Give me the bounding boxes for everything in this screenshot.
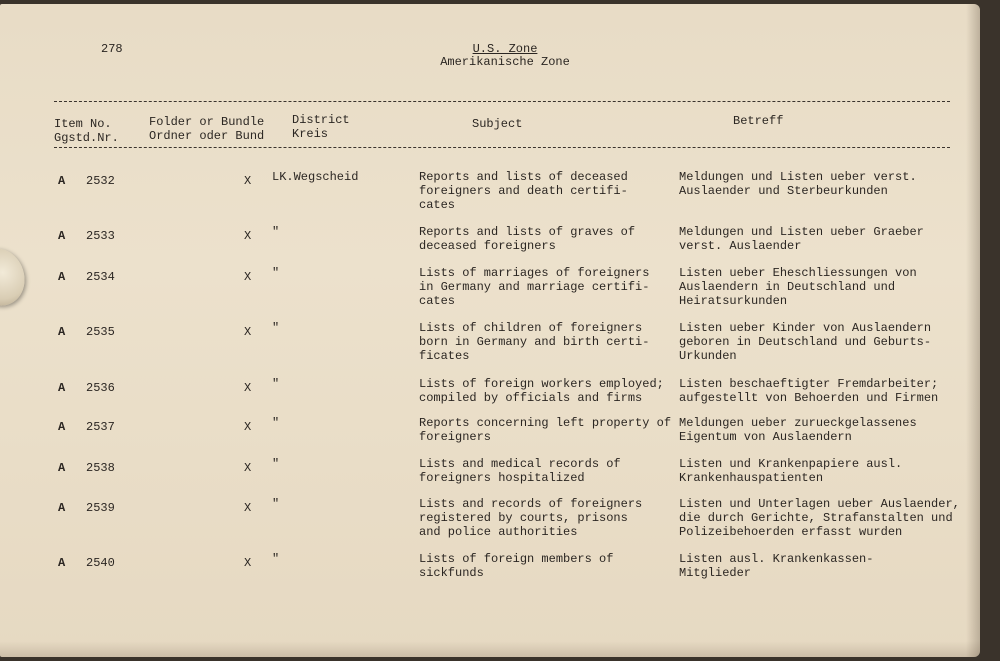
item-letter: A	[58, 229, 66, 243]
subject-text: Lists of foreign workers employed; compiled by officials and firms	[419, 377, 664, 405]
district: "	[272, 552, 280, 566]
betreff-text: Meldungen und Listen ueber Graeber verst. Auslaender	[679, 225, 924, 253]
item-letter: A	[58, 556, 66, 570]
item-number: 2536	[86, 381, 115, 395]
folder-mark: X	[244, 461, 252, 475]
folder-mark: X	[244, 556, 252, 570]
header-folder: Folder or Bundle Ordner oder Bund	[149, 115, 265, 143]
subject-text: Lists of foreign members of sickfunds	[419, 552, 614, 580]
item-number: 2532	[86, 174, 115, 188]
betreff-text: Listen und Unterlagen ueber Auslaender, die durch Gerichte, Strafanstalten und Polizeibehoerden erfasst wurden	[679, 497, 960, 539]
item-number: 2540	[86, 556, 115, 570]
betreff-text: Listen ausl. Krankenkassen- Mitglieder	[679, 552, 874, 580]
folder-mark: X	[244, 270, 252, 284]
folder-mark: X	[244, 229, 252, 243]
subject-text: Lists of marriages of foreigners in Germany and marriage certifi- cates	[419, 266, 650, 308]
table-row	[0, 170, 980, 222]
item-number: 2534	[86, 270, 115, 284]
folder-mark: X	[244, 325, 252, 339]
page-title: U.S. Zone	[472, 42, 538, 56]
subject-text: Lists and medical records of foreigners hospitalized	[419, 457, 621, 485]
table-row	[0, 266, 980, 318]
item-letter: A	[58, 270, 66, 284]
betreff-text: Listen beschaeftigter Fremdarbeiter; aufgestellt von Behoerden und Firmen	[679, 377, 939, 405]
district: "	[272, 266, 280, 280]
subject-text: Lists and records of foreigners registered by courts, prisons and police authorities	[419, 497, 643, 539]
item-number: 2535	[86, 325, 115, 339]
item-number: 2539	[86, 501, 115, 515]
page-edge	[966, 4, 980, 657]
header-item-no: Item No. Ggstd.Nr.	[54, 117, 119, 145]
table-row	[0, 552, 980, 604]
item-letter: A	[58, 461, 66, 475]
item-letter: A	[58, 501, 66, 515]
betreff-text: Meldungen und Listen ueber verst. Auslaender und Sterbeurkunden	[679, 170, 917, 198]
district: "	[272, 457, 280, 471]
item-letter: A	[58, 325, 66, 339]
page-number: 278	[101, 42, 123, 56]
page-shadow	[0, 641, 980, 657]
district: "	[272, 416, 280, 430]
subject-text: Reports concerning left property of foreigners	[419, 416, 672, 444]
item-letter: A	[58, 381, 66, 395]
betreff-text: Listen ueber Kinder von Auslaendern geboren in Deutschland und Geburts- Urkunden	[679, 321, 932, 363]
district: "	[272, 497, 280, 511]
page-subtitle: Amerikanische Zone	[440, 55, 570, 69]
item-number: 2538	[86, 461, 115, 475]
subject-text: Reports and lists of graves of deceased foreigners	[419, 225, 636, 253]
item-letter: A	[58, 174, 66, 188]
district: LK.Wegscheid	[272, 170, 359, 184]
betreff-text: Listen ueber Eheschliessungen von Auslaendern in Deutschland und Heiratsurkunden	[679, 266, 917, 308]
betreff-text: Meldungen ueber zurueckgelassenes Eigentum von Auslaendern	[679, 416, 917, 444]
folder-mark: X	[244, 420, 252, 434]
header-rule-top	[54, 101, 950, 102]
header-district: District Kreis	[292, 113, 350, 141]
district: "	[272, 377, 280, 391]
district: "	[272, 225, 280, 239]
folder-mark: X	[244, 501, 252, 515]
table-row	[0, 321, 980, 373]
item-letter: A	[58, 420, 66, 434]
document-page	[0, 4, 980, 657]
betreff-text: Listen und Krankenpapiere ausl. Krankenhauspatienten	[679, 457, 903, 485]
district: "	[272, 321, 280, 335]
folder-mark: X	[244, 381, 252, 395]
item-number: 2537	[86, 420, 115, 434]
subject-text: Lists of children of foreigners born in Germany and birth certi- ficates	[419, 321, 650, 363]
header-subject: Subject	[472, 117, 523, 131]
subject-text: Reports and lists of deceased foreigners and death certifi- cates	[419, 170, 628, 212]
header-betreff: Betreff	[733, 114, 784, 128]
table-row	[0, 497, 980, 549]
header-rule-bottom	[54, 147, 950, 148]
folder-mark: X	[244, 174, 252, 188]
item-number: 2533	[86, 229, 115, 243]
